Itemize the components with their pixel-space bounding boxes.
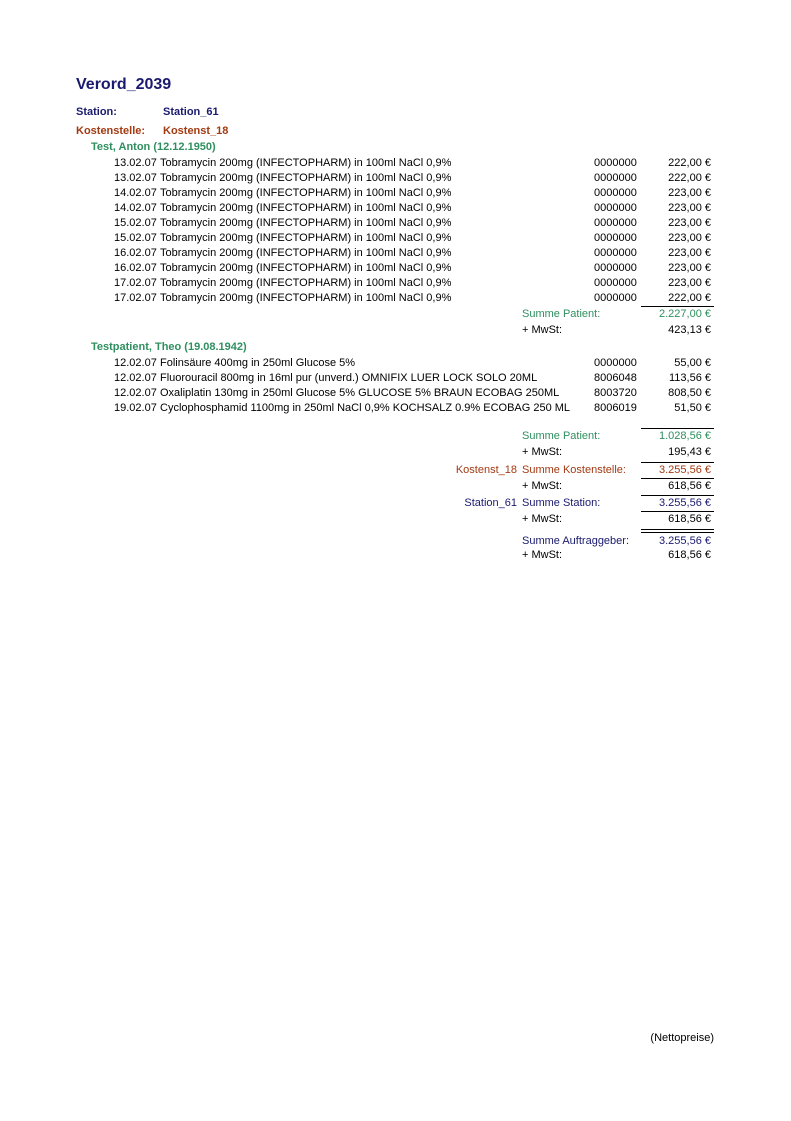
item-pzn: 8006048 [594, 372, 637, 384]
item-date: 14.02.07 [114, 202, 157, 214]
item-price: 223,00 € [668, 262, 711, 274]
item-description: Tobramycin 200mg (INFECTOPHARM) in 100ml NaCl 0,9% [160, 157, 452, 169]
item-date: 19.02.07 [114, 402, 157, 414]
kostenstelle-sum-rule [641, 462, 714, 463]
item-price: 223,00 € [668, 232, 711, 244]
item-pzn: 0000000 [594, 217, 637, 229]
auftraggeber-sum-value: 3.255,56 € [659, 535, 711, 547]
auftraggeber-mwst-value: 618,56 € [668, 549, 711, 561]
patient-mwst-value: 423,13 € [668, 324, 711, 336]
item-description: Tobramycin 200mg (INFECTOPHARM) in 100ml NaCl 0,9% [160, 247, 452, 259]
station-label: Station: [76, 106, 117, 118]
patient-sum-value: 2.227,00 € [659, 308, 711, 320]
table-row [0, 217, 791, 232]
item-date: 16.02.07 [114, 262, 157, 274]
item-price: 55,00 € [674, 357, 711, 369]
item-description: Tobramycin 200mg (INFECTOPHARM) in 100ml NaCl 0,9% [160, 202, 452, 214]
kostenstelle-sum-label: Summe Kostenstelle: [522, 464, 626, 476]
table-row [0, 372, 791, 387]
table-row [0, 187, 791, 202]
item-price: 223,00 € [668, 277, 711, 289]
footer-note: (Nettopreise) [650, 1032, 714, 1044]
station-mwst-label: + MwSt: [522, 513, 563, 525]
table-row [0, 357, 791, 372]
item-description: Tobramycin 200mg (INFECTOPHARM) in 100ml NaCl 0,9% [160, 232, 452, 244]
item-date: 12.02.07 [114, 387, 157, 399]
kostenstelle-sum-group: Kostenst_18 [455, 464, 517, 476]
kostenstelle-mwst-value: 618,56 € [668, 480, 711, 492]
item-description: Tobramycin 200mg (INFECTOPHARM) in 100ml NaCl 0,9% [160, 262, 452, 274]
auftraggeber-mwst-label: + MwSt: [522, 549, 563, 561]
item-date: 14.02.07 [114, 187, 157, 199]
kostenstelle-sum [0, 464, 791, 479]
table-row [0, 202, 791, 217]
kostenstelle-label: Kostenstelle: [76, 125, 146, 137]
station-sum-rule [641, 495, 714, 496]
item-date: 12.02.07 [114, 372, 157, 384]
report-title: Verord_2039 [76, 76, 172, 93]
item-pzn: 8003720 [594, 387, 637, 399]
patient-mwst-label: + MwSt: [522, 324, 563, 336]
patient-mwst-label: + MwSt: [522, 446, 563, 458]
item-description: Tobramycin 200mg (INFECTOPHARM) in 100ml NaCl 0,9% [160, 277, 452, 289]
patient-mwst [0, 324, 791, 339]
item-pzn: 0000000 [594, 232, 637, 244]
station-mwst-value: 618,56 € [668, 513, 711, 525]
item-date: 15.02.07 [114, 217, 157, 229]
item-description: Tobramycin 200mg (INFECTOPHARM) in 100ml NaCl 0,9% [160, 187, 452, 199]
table-row [0, 262, 791, 277]
patient-sum-label: Summe Patient: [522, 308, 601, 320]
item-description: Fluorouracil 800mg in 16ml pur (unverd.) OMNIFIX LUER LOCK SOLO 20ML [160, 372, 538, 384]
patient-sum-value: 1.028,56 € [659, 430, 711, 442]
item-date: 17.02.07 [114, 277, 157, 289]
item-price: 223,00 € [668, 187, 711, 199]
kostenstelle-mwst [0, 480, 791, 495]
item-price: 222,00 € [668, 172, 711, 184]
kostenstelle-value: Kostenst_18 [163, 125, 229, 137]
item-price: 51,50 € [674, 402, 711, 414]
item-pzn: 0000000 [594, 262, 637, 274]
table-row [0, 292, 791, 307]
item-pzn: 0000000 [594, 292, 637, 304]
table-row [0, 402, 791, 417]
item-description: Folinsäure 400mg in 250ml Glucose 5% [160, 357, 356, 369]
auftraggeber-mwst [0, 549, 791, 564]
auftraggeber-sum [0, 535, 791, 550]
item-date: 12.02.07 [114, 357, 157, 369]
item-pzn: 0000000 [594, 157, 637, 169]
item-date: 13.02.07 [114, 157, 157, 169]
kostenstelle-sum-value: 3.255,56 € [659, 464, 711, 476]
item-date: 16.02.07 [114, 247, 157, 259]
station-mwst-rule [641, 511, 714, 512]
item-price: 808,50 € [668, 387, 711, 399]
item-pzn: 0000000 [594, 357, 637, 369]
kostenstelle-mwst-rule [641, 478, 714, 479]
item-description: Tobramycin 200mg (INFECTOPHARM) in 100ml NaCl 0,9% [160, 292, 452, 304]
patient-sum [0, 308, 791, 323]
station-sum-group: Station_61 [464, 497, 517, 509]
item-price: 223,00 € [668, 247, 711, 259]
item-pzn: 8006019 [594, 402, 637, 414]
station-sum-value: 3.255,56 € [659, 497, 711, 509]
patient-sum-label: Summe Patient: [522, 430, 601, 442]
table-row [0, 277, 791, 292]
item-price: 223,00 € [668, 217, 711, 229]
table-row [0, 172, 791, 187]
item-price: 222,00 € [668, 157, 711, 169]
item-price: 223,00 € [668, 202, 711, 214]
patient-mwst [0, 446, 791, 461]
patient-mwst-value: 195,43 € [668, 446, 711, 458]
item-description: Tobramycin 200mg (INFECTOPHARM) in 100ml NaCl 0,9% [160, 172, 452, 184]
item-pzn: 0000000 [594, 172, 637, 184]
table-row [0, 387, 791, 402]
station-sum-label: Summe Station: [522, 497, 601, 509]
item-pzn: 0000000 [594, 247, 637, 259]
item-date: 17.02.07 [114, 292, 157, 304]
station-sum [0, 497, 791, 512]
patient-name: Testpatient, Theo (19.08.1942) [91, 341, 247, 353]
auftraggeber-sum-label: Summe Auftraggeber: [522, 535, 630, 547]
item-description: Oxaliplatin 130mg in 250ml Glucose 5% GLUCOSE 5% BRAUN ECOBAG 250ML [160, 387, 560, 399]
table-row [0, 157, 791, 172]
item-price: 113,56 € [668, 372, 711, 384]
patient-name: Test, Anton (12.12.1950) [91, 141, 216, 153]
table-row [0, 232, 791, 247]
table-row [0, 247, 791, 262]
station-value: Station_61 [163, 106, 219, 118]
item-price: 222,00 € [668, 292, 711, 304]
station-mwst [0, 513, 791, 528]
patient-sum-row [641, 306, 714, 307]
item-description: Tobramycin 200mg (INFECTOPHARM) in 100ml NaCl 0,9% [160, 217, 452, 229]
patient-sum [0, 430, 791, 445]
patient-sum-rule [641, 428, 714, 429]
item-date: 15.02.07 [114, 232, 157, 244]
item-pzn: 0000000 [594, 202, 637, 214]
auftraggeber-sum-rule [641, 529, 714, 533]
item-pzn: 0000000 [594, 187, 637, 199]
kostenstelle-mwst-label: + MwSt: [522, 480, 563, 492]
item-pzn: 0000000 [594, 277, 637, 289]
item-description: Cyclophosphamid 1100mg in 250ml NaCl 0,9% KOCHSALZ 0.9% ECOBAG 250 ML [160, 402, 571, 414]
item-date: 13.02.07 [114, 172, 157, 184]
